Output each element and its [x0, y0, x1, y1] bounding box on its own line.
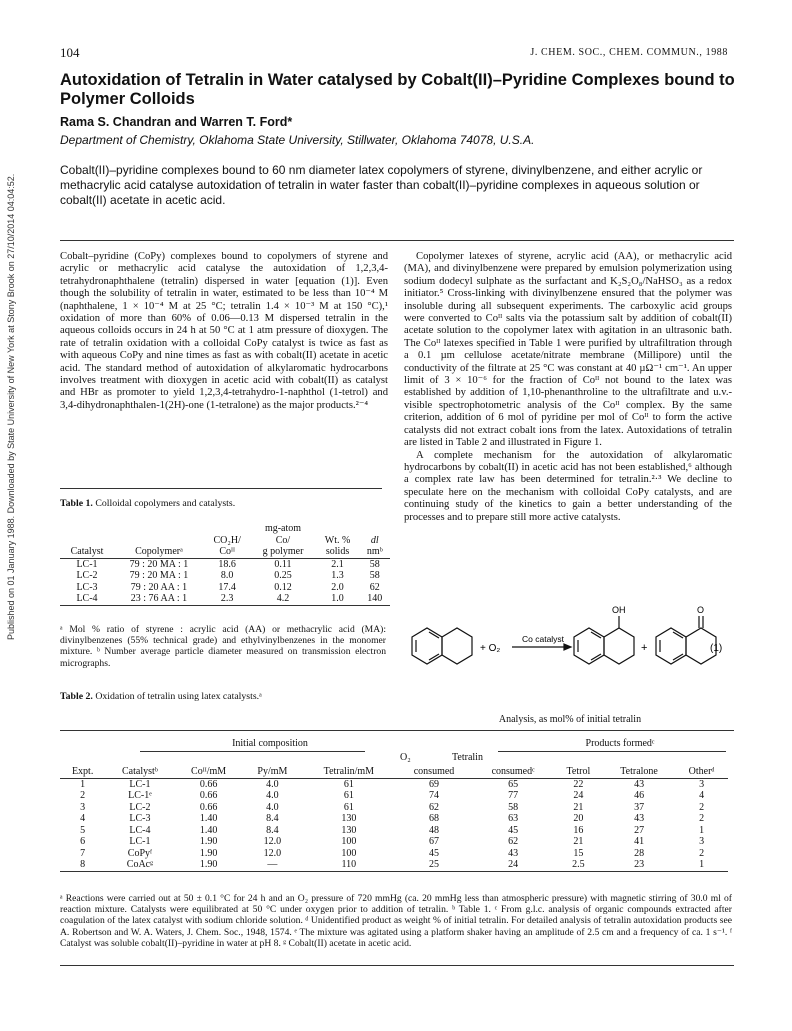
table1-caption-label: Table 1. [60, 498, 93, 509]
table-cell: 18.6 [218, 558, 236, 570]
table-row [60, 813, 728, 825]
table-cell: 25 [429, 859, 440, 870]
table-cell: 17.4 [218, 581, 236, 593]
table-cell: 1.90 [199, 847, 218, 859]
table-cell: CoAcᵍ [126, 859, 154, 870]
table-cell: 79 : 20 MA : 1 [129, 558, 189, 570]
table-cell: 45 [429, 847, 440, 859]
table-cell: 43 [508, 847, 519, 859]
table2-tetralin-label: Tetralin [452, 752, 483, 763]
table-cell: LC-1ᵉ [128, 790, 152, 801]
table-cell: LC-2 [129, 801, 151, 813]
table-cell: 65 [508, 778, 519, 790]
tetralin-structure [412, 628, 472, 664]
abstract-rule [60, 240, 734, 241]
table2-head: Otherᵈ [688, 766, 715, 777]
table-cell: 140 [367, 593, 383, 604]
table-cell: 1.3 [331, 570, 344, 581]
table-cell: 2.5 [572, 859, 585, 870]
table-cell: 1 [699, 859, 705, 870]
table-cell: 62 [508, 836, 519, 847]
table-cell: 22 [573, 778, 584, 790]
table-cell: 79 : 20 MA : 1 [129, 570, 189, 581]
table-cell: 3 [699, 778, 705, 790]
table1-head [60, 523, 114, 535]
table-cell: LC-4 [76, 593, 98, 604]
left-paragraph: Cobalt–pyridine (CoPy) complexes bound to copolymers of styrene and acrylic or methacrylic acid catalyse the autoxidation of 1,2,3,4-tetrahydronaphthalene (tetralin) dispersed in water [equation (1)]. Even though the solubility of tetralin in water, estimated to be less than 10⁻⁴ M (naphthalene, 1 × 10⁻⁴ M at 25 °C; tetralin 1.4 × 10⁻³ M at 150 °C),¹ oxidation of more than 60% of 0.06—0.13 M dispersed tetralin in the aqueous colloids occurs in 24 h at 50 °C at 1 atm pressure of dioxygen. The rate of tetralin oxidation with a colloidal CoPy catalyst is twice as fast as with aqueous CoPy and nine times as fast as with cobalt(II) acetate in acetic acid. The standard method of autoxidation of alkylaromatic hydrocarbons involves treatment with dioxygen in acetic acid with cobalt(II) as catalyst and HBr as promoter to yield 1,2,3,4-tetrahydro-1-naphthol (1-tetrol) and 3,4-dihydronaphthalen-1(2H)-one (1-tetralone) as the major products.²⁻⁴ [60, 251, 388, 411]
table-cell: 100 [341, 836, 357, 847]
table2-head: consumed [413, 766, 455, 777]
table-cell: 2.0 [331, 581, 344, 593]
table1-head: g polymer [262, 546, 304, 557]
table1-header-mid [60, 535, 390, 547]
download-watermark: Published on 01 January 1988. Downloaded by State University of New York at Stony Brook on 27/10/2014 04:04:52. [6, 173, 16, 640]
table2-head: Tetralone [620, 766, 658, 777]
table-cell: 2 [699, 813, 705, 824]
equation-plus: + [641, 642, 648, 654]
table2-head: Catalystᵇ [122, 766, 158, 777]
table-cell: 12.0 [263, 847, 282, 859]
table1-head: Catalyst [70, 546, 104, 557]
table-cell: 1 [699, 824, 705, 836]
table1-head [204, 523, 250, 535]
table-cell: 4 [80, 813, 86, 824]
table-cell: 7 [80, 847, 86, 859]
page-number: 104 [60, 45, 80, 60]
table2-head: Expt. [71, 766, 94, 777]
table-cell: 48 [429, 824, 440, 836]
abstract: Cobalt(II)–pyridine complexes bound to 60 nm diameter latex copolymers of styrene, divinylbenzene, and either acrylic or methacrylic acid catalyse autoxidation of tetralin in water faster than cobalt(II)–pyridine complexes in aqueous solution or cobalt(II) acetate in acetic acid. [60, 163, 703, 207]
table-cell: 43 [634, 813, 645, 824]
table-cell: 4.2 [276, 593, 290, 604]
table1-head: Wt. % [324, 534, 351, 546]
table-cell: 58 [369, 558, 380, 570]
table-row [60, 802, 728, 814]
journal-header: J. CHEM. SOC., CHEM. COMMUN., 1988 [530, 47, 728, 58]
table-cell: 24 [573, 790, 584, 801]
table1-head: Copolymerᵃ [135, 546, 183, 557]
table-cell: 27 [634, 824, 645, 836]
table-cell: 43 [634, 778, 645, 790]
table-cell: 62 [429, 801, 440, 813]
table2-caption-label: Table 2. [60, 691, 93, 702]
table-cell: 8 [80, 859, 86, 870]
table-cell: 0.66 [199, 790, 218, 801]
o-label: O [697, 605, 705, 615]
table1-head: solids [325, 546, 350, 557]
table1 [60, 523, 390, 606]
table-cell: 2 [699, 801, 705, 813]
table-cell: 74 [429, 790, 440, 801]
table-cell: LC-3 [129, 813, 151, 824]
oh-label: OH [612, 605, 626, 615]
table2-caption-text: Oxidation of tetralin using latex catalysts.ᵃ [95, 691, 262, 702]
table1-caption-text: Colloidal copolymers and catalysts. [95, 498, 236, 509]
table-cell: 45 [508, 824, 519, 836]
table-cell: 61 [343, 778, 354, 790]
table-row [60, 593, 390, 605]
table-cell: 1.40 [199, 824, 218, 836]
table-cell: 37 [634, 801, 645, 813]
table1-head [114, 535, 204, 547]
table1-head [60, 535, 114, 547]
table1-footnote: ᵃ Mol % ratio of styrene : acrylic acid (AA) or methacrylic acid (MA): divinylbenzenes (55% technical grade) and ethylvinylbenzenes in the monomer mixture. ᵇ Number average particle diameter measured on transmission electron micrographs. [60, 624, 386, 669]
table-cell: 4.0 [266, 790, 279, 801]
table-row [60, 859, 728, 871]
equation-reagent: + O₂ [480, 643, 501, 654]
table-cell: 77 [508, 790, 519, 801]
table-row [60, 570, 390, 582]
table2-header [60, 766, 728, 778]
table1-head: dl [370, 534, 379, 546]
arrow-head [564, 644, 571, 650]
table-cell: 28 [634, 847, 645, 859]
table2-initial-rule [140, 751, 365, 752]
table-cell: 15 [573, 847, 584, 859]
table-cell: 1.90 [199, 836, 218, 847]
table-cell: 63 [508, 813, 519, 824]
table2-o2-label: O₂ [400, 752, 411, 763]
table-cell: 8.4 [266, 813, 279, 824]
article-title: Autoxidation of Tetralin in Water catalysed by Cobalt(II)–Pyridine Complexes bound to Polymer Colloids [60, 71, 735, 108]
table2-products-rule [498, 751, 726, 752]
table-cell: 0.12 [274, 581, 292, 593]
table-cell: 2.3 [220, 593, 234, 604]
table-cell: LC-4 [129, 824, 151, 836]
table-cell: 68 [429, 813, 440, 824]
table-cell: 100 [341, 847, 357, 859]
table-cell: 1.0 [331, 593, 344, 604]
tetralone-structure [656, 616, 716, 664]
table-cell: 130 [341, 813, 357, 824]
table2-head: Coᴵᴵ/mM [191, 766, 227, 777]
table-row [60, 582, 390, 594]
table1-header-top [60, 523, 390, 535]
table2-analysis-label: Analysis, as mol% of initial tetralin [498, 714, 642, 725]
table-cell: 4 [699, 790, 705, 801]
table-cell: 61 [343, 790, 354, 801]
table-cell: 16 [573, 824, 584, 836]
table-cell: CoPyᶠ [127, 847, 153, 859]
right-paragraph-2: A complete mechanism for the autoxidation of alkylaromatic hydrocarbons by cobalt(II) in acetic acid has not been established,⁶ although a complex rate law has been determined for tetralin.²·³ We decline to speculate here on the mechanism with colloidal CoPy catalysts, and are continuing study of the kinetics to gain a better understanding of the processes and to prepare still more active catalysts. [404, 449, 732, 523]
equation-number: (1) [710, 643, 723, 654]
table-row [60, 558, 390, 570]
right-column [404, 251, 732, 524]
table1-head: Coᴵᴵ [219, 546, 235, 557]
table-cell: 110 [341, 859, 357, 870]
table-cell: 2 [699, 847, 705, 859]
table1-head: nmᵇ [366, 546, 383, 557]
table-cell: — [267, 859, 278, 870]
table-cell: 12.0 [263, 836, 282, 847]
table1-head [114, 523, 204, 535]
table1-caption [60, 498, 235, 509]
table-cell: 58 [508, 801, 519, 813]
table2 [60, 766, 728, 872]
table2-initial-label: Initial composition [232, 738, 308, 749]
table-cell: 58 [369, 570, 380, 581]
table-cell: 41 [634, 836, 645, 847]
table-cell: 1.90 [199, 859, 218, 870]
left-column [60, 251, 388, 412]
table-cell: 4.0 [266, 778, 279, 790]
table-cell: 0.25 [274, 570, 292, 581]
table-cell: LC-3 [76, 581, 98, 593]
table-cell: LC-1 [129, 778, 151, 790]
table-cell: 8.0 [220, 570, 234, 581]
table1-head: CO₂H/ [213, 534, 241, 546]
table-cell: 6 [80, 836, 86, 847]
table-cell: 21 [573, 836, 584, 847]
table-row [60, 825, 728, 837]
affiliation: Department of Chemistry, Oklahoma State University, Stillwater, Oklahoma 74078, U.S.A. [60, 133, 535, 147]
table-cell: 130 [341, 824, 357, 836]
table-cell: 4.0 [266, 801, 279, 813]
table-cell: 24 [508, 859, 519, 870]
table1-head: Co/ [275, 534, 291, 546]
table-cell: 61 [343, 801, 354, 813]
page-bottom-rule [60, 965, 734, 966]
table-row [60, 790, 728, 802]
table2-top-rule [60, 730, 734, 731]
table2-products-label: Products formedᶜ [585, 738, 655, 749]
table2-head: Tetrol [566, 766, 591, 777]
right-paragraph-1: Copolymer latexes of styrene, acrylic acid (AA), or methacrylic acid (MA), and divinylbenzene were prepared by emulsion polymerization using sodium dodecyl sulphate as the surfactant and K₂S₂O₈/NaHSO₃ as a redox initiator.⁵ Cross-linking with divinylbenzene ensured that the polymer was insoluble during all subsequent experiments. The carboxylic acid groups were converted to Coᴵᴵ salts via the potassium salt by addition of cobalt(II) acetate solution to the copolymer latex with agitation in an ultrasonic bath. The Coᴵᴵ latexes specified in Table 1 were purified by ultrafiltration through a 0.1 µm cellulose acetate/nitrate membrane (Millipore) until the conductivity of the filtrate at 25 °C was constant at 40 µΩ⁻¹ cm⁻¹. An upper limit of 3 × 10⁻⁶ for the fraction of Coᴵᴵ not bound to the latex was established by addition of 1,10-phenanthroline to the ultrafiltrate and u.v.-visible spectrophotometric analysis of the Coᴵᴵ complex. By the same criterion, addition of 6 mol of pyridine per mol of Coᴵᴵ to form the active catalysts did not extract cobalt ions from the latex. Autoxidations of tetralin are listed in Table 2 and illustrated in Figure 1. [404, 251, 732, 449]
table-cell: 23 [634, 859, 645, 870]
table-cell: 21 [573, 801, 584, 813]
table1-head [360, 523, 391, 535]
table-cell: 3 [699, 836, 705, 847]
equation-1-scheme [394, 604, 734, 684]
table-cell: 5 [80, 824, 86, 836]
table-cell: 0.11 [274, 558, 292, 570]
table2-footnote: ᵃ Reactions were carried out at 50 ± 0.1 °C for 24 h and an O₂ pressure of 720 mmHg (ca. 20 mmHg less than atmospheric pressure) with magnetic stirring of 30.0 ml of reaction mixture. Catalysts were equilibrated at 50 °C under oxygen prior to addition of tetralin. ᵇ Table 1. ᶜ From g.l.c. analysis of organic compounds extracted after coagulation of the latex catalyst with sodium chloride solution. ᵈ Unidentified product as weight % of initial tetralin. For detailed analysis of tetralin autoxidation products see A. Robertson and W. A. Waters, J. Chem. Soc., 1948, 1574. ᵉ The mixture was agitated using a platform shaker having an amplitude of 2.5 cm and a frequency of ca. 1 s⁻¹. ᶠ Catalyst was soluble cobalt(II)–pyridine in water at pH 8. ᵍ Cobalt(II) acetate in acetic acid. [60, 893, 732, 949]
table-cell: 46 [634, 790, 645, 801]
table-cell: 2 [80, 790, 86, 801]
table2-head: consumedᶜ [491, 766, 535, 777]
table2-head: Py/mM [257, 766, 288, 777]
table-row [60, 836, 728, 848]
table2-head: Tetralin/mM [323, 766, 375, 777]
table1-head: mg-atom [264, 523, 302, 534]
table-cell: 1.40 [199, 813, 218, 824]
table-cell: 79 : 20 AA : 1 [130, 581, 188, 593]
table1-top-rule [60, 488, 382, 489]
authors: Rama S. Chandran and Warren T. Ford* [60, 115, 293, 129]
table1-header-bot [60, 546, 390, 558]
table-cell: 62 [369, 581, 380, 593]
equation-arrow-label: Co catalyst [522, 634, 565, 644]
tetrol-structure [574, 616, 634, 664]
table-cell: LC-2 [76, 570, 98, 581]
table-cell: 67 [429, 836, 440, 847]
table-cell: LC-1 [129, 836, 151, 847]
table-cell: 0.66 [199, 778, 218, 790]
table-row [60, 778, 728, 790]
table1-head [316, 523, 360, 535]
table-cell: 20 [573, 813, 584, 824]
table-cell: 69 [429, 778, 440, 790]
table-cell: 23 : 76 AA : 1 [130, 593, 188, 604]
table-cell: 8.4 [266, 824, 279, 836]
table-cell: 2.1 [331, 558, 344, 570]
table2-caption [60, 691, 262, 702]
table-cell: LC-1 [76, 558, 98, 570]
table-cell: 0.66 [199, 801, 218, 813]
table-cell: 3 [80, 801, 86, 813]
table-row [60, 848, 728, 860]
table-cell: 1 [80, 778, 86, 790]
